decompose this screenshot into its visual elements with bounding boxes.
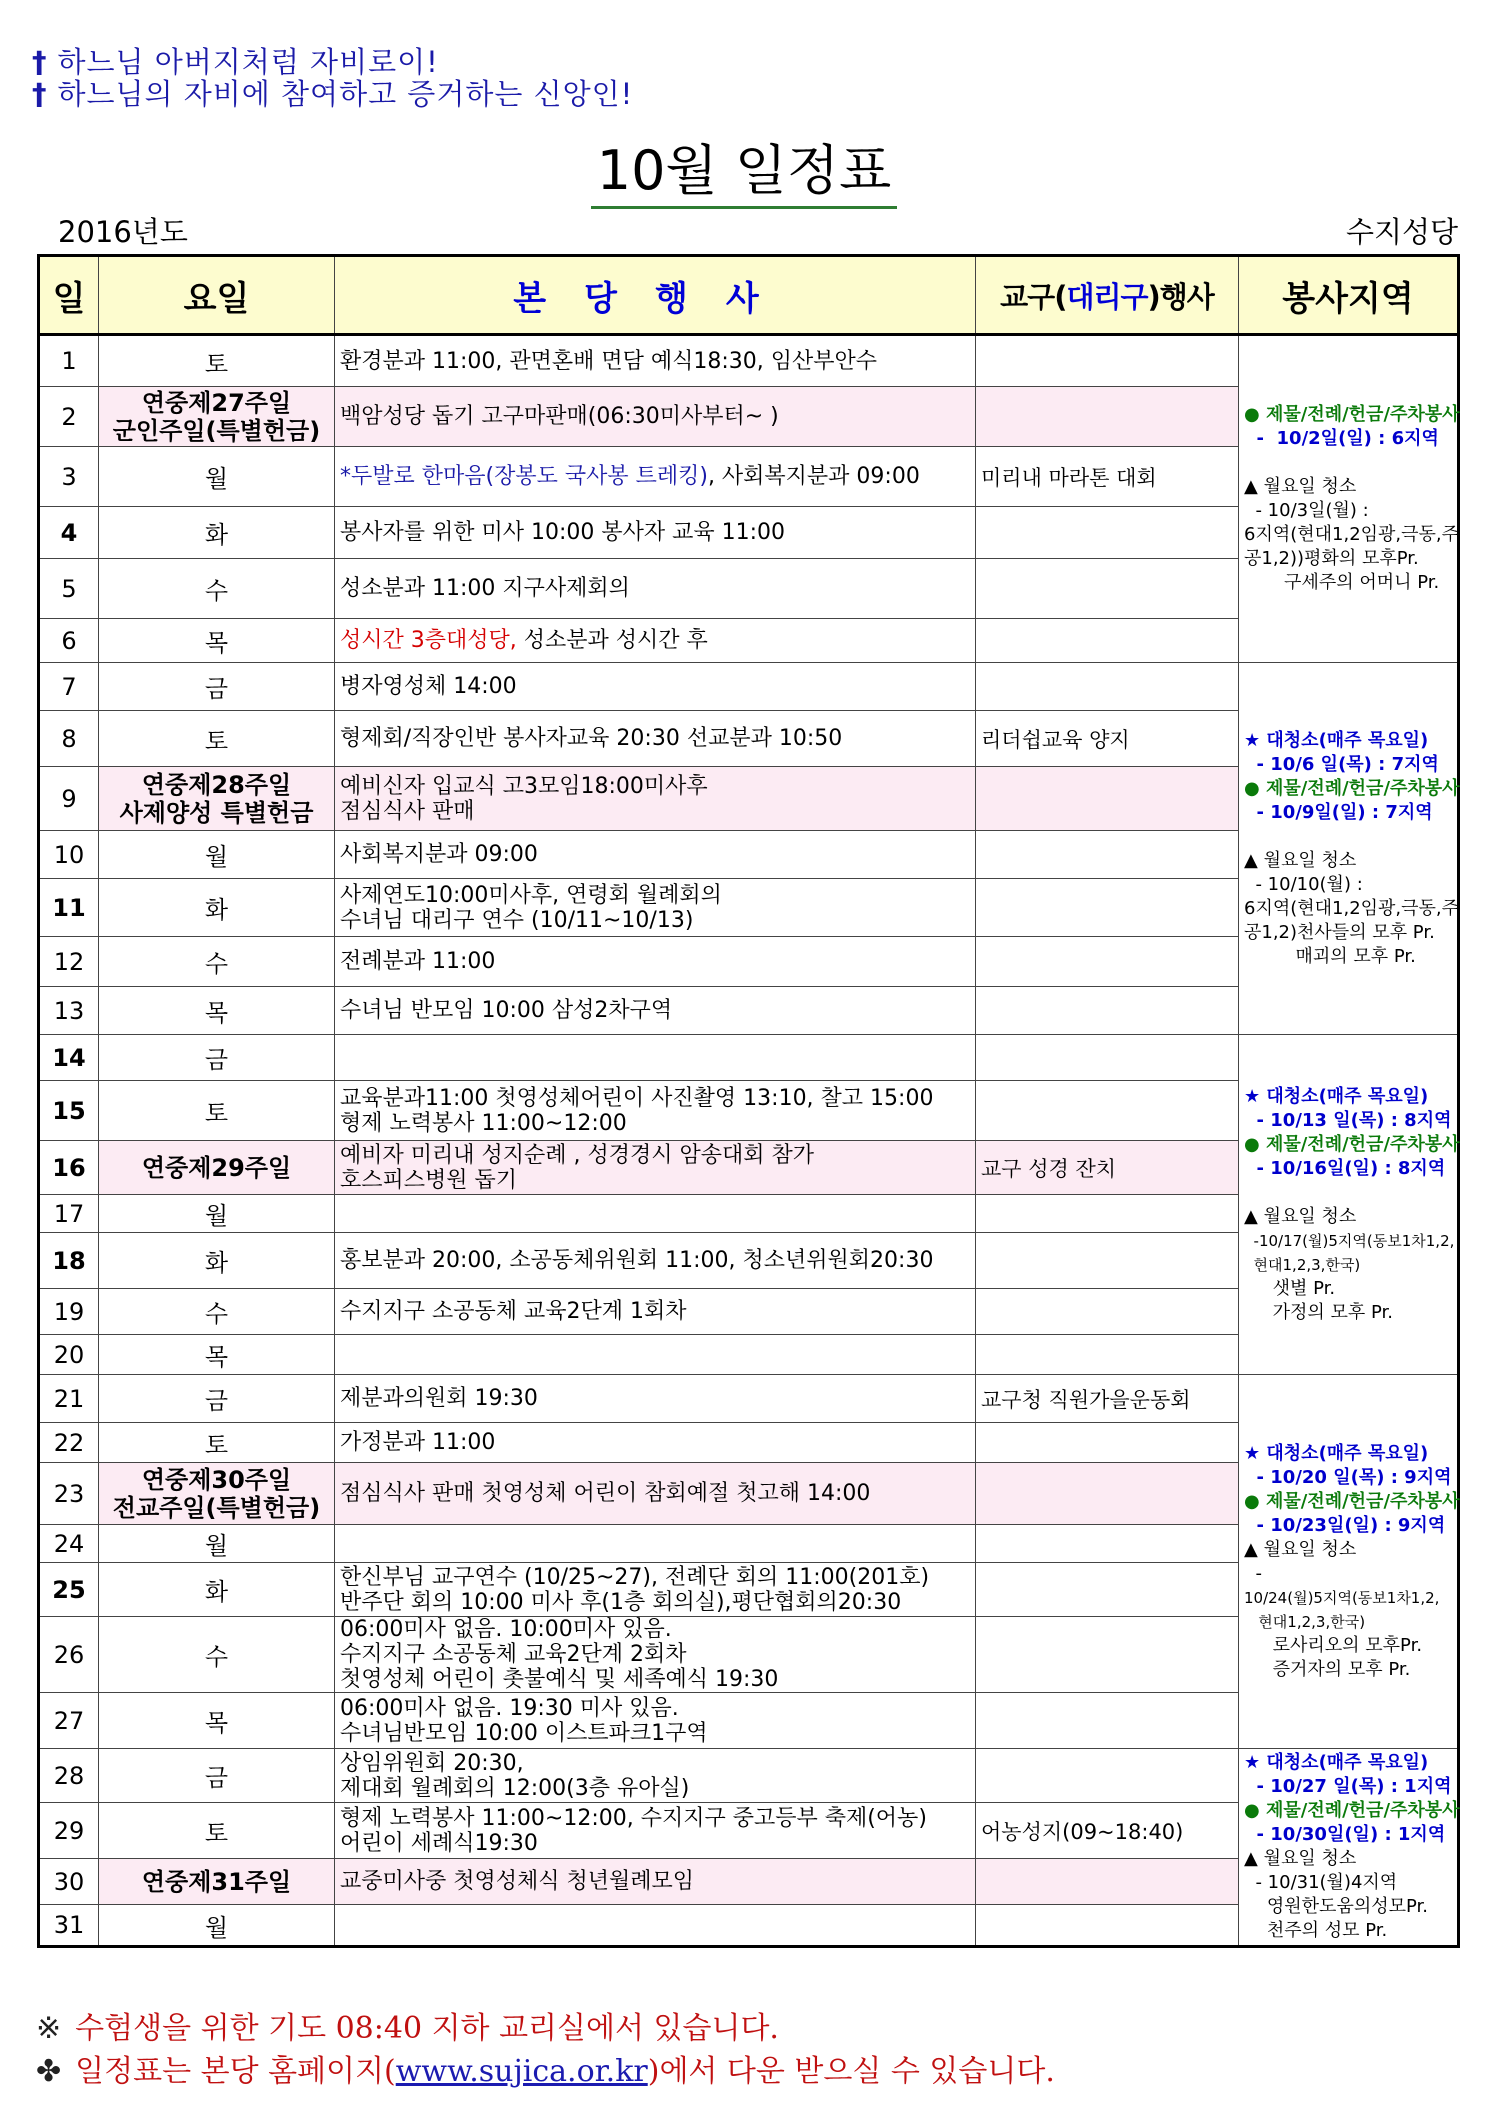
event-cell: 가정분과 11:00	[335, 1423, 976, 1463]
table-row	[39, 1375, 1459, 1423]
service-area-cell	[1239, 335, 1459, 663]
weekday-cell: 금	[99, 1749, 335, 1803]
service-line: 로사리오의 모후Pr.	[1244, 1634, 1423, 1656]
day-cell: 24	[39, 1525, 99, 1563]
day-cell: 10	[39, 831, 99, 879]
day-cell: 26	[39, 1617, 99, 1693]
event-cell: 06:00미사 없음. 19:30 미사 있음. 수녀님반모임 10:00 이스트파크1구역	[335, 1693, 976, 1749]
table-header-row	[39, 256, 1459, 335]
diocese-event-cell	[976, 1335, 1239, 1375]
service-line: ▲ 월요일 청소	[1244, 1205, 1357, 1227]
weekday-cell: 목	[99, 619, 335, 663]
event-cell	[335, 1525, 976, 1563]
weekday-cell: 연중제29주일	[99, 1141, 335, 1195]
weekday-cell: 연중제31주일	[99, 1859, 335, 1905]
weekday-cell: 토	[99, 1423, 335, 1463]
event-cell: 사제연도10:00미사후, 연령회 월례회의 수녀님 대리구 연수 (10/11~10/13)	[335, 879, 976, 937]
day-cell: 18	[39, 1233, 99, 1289]
day-cell: 17	[39, 1195, 99, 1233]
diocese-event-cell	[976, 1525, 1239, 1563]
weekday-cell: 목	[99, 1335, 335, 1375]
service-line: ● 제물/전례/헌금/주차봉사	[1244, 404, 1460, 425]
cross-icon: †	[32, 45, 48, 79]
service-area-cell	[1239, 663, 1459, 1035]
weekday-cell: 수	[99, 937, 335, 987]
event-cell: 교육분과11:00 첫영성체어린이 사진촬영 13:10, 찰고 15:00 형제 노력봉사 11:00~12:00	[335, 1081, 976, 1141]
service-line: 6지역(현대1,2임광,극동,주	[1244, 524, 1460, 545]
diocese-event-cell	[976, 1905, 1239, 1947]
diocese-event-cell	[976, 619, 1239, 663]
service-line: ★ 대청소(매주 목요일)	[1244, 729, 1429, 751]
diocese-event-cell	[976, 663, 1239, 711]
event-cell	[335, 1195, 976, 1233]
table-row	[39, 663, 1459, 711]
highlight-event-text: 성시간 3층대성당,	[340, 628, 517, 653]
day-cell: 8	[39, 711, 99, 767]
event-cell	[335, 1035, 976, 1081]
day-cell: 23	[39, 1463, 99, 1525]
day-cell: 29	[39, 1803, 99, 1859]
diocese-event-cell	[976, 1081, 1239, 1141]
event-text: 성소분과 성시간 후	[516, 628, 708, 653]
diocese-event-cell	[976, 1233, 1239, 1289]
weekday-cell: 토	[99, 711, 335, 767]
service-line: ▲ 월요일 청소	[1244, 1848, 1357, 1869]
service-line: 10/24(월)5지역(동보1차1,2,	[1244, 1588, 1440, 1607]
service-line: ● 제물/전례/헌금/주차봉사	[1244, 777, 1460, 799]
motto-line-2: † 하느님의 자비에 참여하고 증거하는 신앙인!	[32, 77, 634, 111]
service-line: - 10/23일(일) : 9지역	[1244, 1514, 1446, 1536]
service-line	[1244, 451, 1452, 475]
day-cell: 25	[39, 1563, 99, 1617]
diocese-event-cell	[976, 1035, 1239, 1081]
weekday-cell: 금	[99, 663, 335, 711]
col-service-header: 봉사지역	[1239, 256, 1459, 335]
service-line: - 10/6 일(목) : 7지역	[1244, 753, 1439, 775]
service-line: -	[1244, 1562, 1262, 1584]
day-cell: 7	[39, 663, 99, 711]
service-line: ★ 대청소(매주 목요일)	[1244, 1442, 1429, 1464]
service-line: 구세주의 어머니 Pr.	[1244, 572, 1440, 593]
page-title: 10월 일정표	[0, 128, 1488, 205]
diocese-event-cell	[976, 1563, 1239, 1617]
service-line: ▲ 월요일 청소	[1244, 849, 1357, 871]
event-cell: 성소분과 11:00 지구사제회의	[335, 559, 976, 619]
service-line: - 10/16일(일) : 8지역	[1244, 1157, 1446, 1179]
event-cell: 점심식사 판매 첫영성체 어린이 참회예절 첫고해 14:00	[335, 1463, 976, 1525]
service-line: - 10/10(월) :	[1244, 873, 1363, 895]
service-line: ● 제물/전례/헌금/주차봉사	[1244, 1133, 1460, 1155]
weekday-cell: 월	[99, 1195, 335, 1233]
day-cell: 5	[39, 559, 99, 619]
event-cell: 백암성당 돕기 고구마판매(06:30미사부터~ )	[335, 387, 976, 447]
weekday-cell: 수	[99, 1617, 335, 1693]
diocese-event-cell	[976, 1463, 1239, 1525]
diocese-event-cell	[976, 1859, 1239, 1905]
service-line: 공1,2)천사들의 모후 Pr.	[1244, 921, 1435, 943]
year-label: 2016년도	[58, 215, 188, 249]
weekday-cell: 토	[99, 1803, 335, 1859]
schedule-table	[37, 254, 1460, 1948]
service-line: - 10/13 일(목) : 8지역	[1244, 1109, 1452, 1131]
table-row	[39, 1035, 1459, 1081]
event-cell: 형제회/직장인반 봉사자교육 20:30 선교분과 10:50	[335, 711, 976, 767]
event-cell	[335, 1335, 976, 1375]
service-area-cell	[1239, 1749, 1459, 1947]
service-line: ★ 대청소(매주 목요일)	[1244, 1752, 1429, 1773]
event-cell: 형제 노력봉사 11:00~12:00, 수지지구 중고등부 축제(어농) 어린이 세례식19:30	[335, 1803, 976, 1859]
footer-note-homepage: ✤ 일정표는 본당 홈페이지(www.sujica.or.kr)에서 다운 받으실 수 있습니다.	[36, 2054, 1055, 2089]
weekday-cell: 화	[99, 507, 335, 559]
service-line: 6지역(현대1,2임광,극동,주	[1244, 897, 1460, 919]
service-line	[1244, 1181, 1452, 1205]
service-line: 증거자의 모후 Pr.	[1244, 1658, 1411, 1680]
diocese-event-cell: 미리내 마라톤 대회	[976, 447, 1239, 507]
event-cell: 예비신자 입교식 고3모임18:00미사후 점심식사 판매	[335, 767, 976, 831]
service-line: - 10/9일(일) : 7지역	[1244, 801, 1433, 823]
service-line: 샛별 Pr.	[1244, 1277, 1336, 1299]
event-cell: 병자영성체 14:00	[335, 663, 976, 711]
service-line: 가정의 모후 Pr.	[1244, 1301, 1393, 1323]
service-line: 현대1,2,3,한국)	[1244, 1612, 1366, 1631]
col-events-header: 본당행사	[335, 256, 976, 335]
service-line: ▲ 월요일 청소	[1244, 476, 1357, 497]
table-row	[39, 1749, 1459, 1803]
day-cell: 15	[39, 1081, 99, 1141]
diocese-event-cell	[976, 879, 1239, 937]
diocese-event-cell	[976, 1289, 1239, 1335]
service-line: - 10/27 일(목) : 1지역	[1244, 1776, 1452, 1797]
diocese-event-cell	[976, 387, 1239, 447]
service-line: ● 제물/전례/헌금/주차봉사	[1244, 1800, 1460, 1821]
diocese-event-cell	[976, 1423, 1239, 1463]
weekday-cell: 월	[99, 1905, 335, 1947]
service-line: - 10/2일(일) : 6지역	[1244, 428, 1439, 449]
service-line: 매괴의 모후 Pr.	[1244, 945, 1416, 967]
diocese-event-cell	[976, 1195, 1239, 1233]
day-cell: 22	[39, 1423, 99, 1463]
weekday-cell: 월	[99, 1525, 335, 1563]
weekday-cell: 수	[99, 559, 335, 619]
event-cell: 홍보분과 20:00, 소공동체위원회 11:00, 청소년위원회20:30	[335, 1233, 976, 1289]
special-event-text: *두발로 한마음(장봉도 국사봉 트레킹)	[340, 464, 708, 489]
weekday-cell: 월	[99, 831, 335, 879]
motto-line-1: † 하느님 아버지처럼 자비로이!	[32, 45, 439, 79]
weekday-cell: 금	[99, 1035, 335, 1081]
diocese-event-cell: 어농성지(09~18:40)	[976, 1803, 1239, 1859]
event-cell: 환경분과 11:00, 관면혼배 면담 예식18:30, 임산부안수	[335, 335, 976, 387]
service-line: 공1,2))평화의 모후Pr.	[1244, 548, 1419, 569]
diocese-event-cell: 교구청 직원가을운동회	[976, 1375, 1239, 1423]
weekday-cell: 토	[99, 335, 335, 387]
diocese-event-cell: 교구 성경 잔치	[976, 1141, 1239, 1195]
service-line: - 10/31(월)4지역	[1244, 1872, 1398, 1893]
event-cell: 06:00미사 없음. 10:00미사 있음. 수지지구 소공동체 교육2단계 2회차 첫영성체 어린이 촛불예식 및 세족예식 19:30	[335, 1617, 976, 1693]
event-cell: 수녀님 반모임 10:00 삼성2차구역	[335, 987, 976, 1035]
diocese-event-cell	[976, 1693, 1239, 1749]
event-cell: 사회복지분과 09:00	[335, 831, 976, 879]
weekday-cell: 월	[99, 447, 335, 507]
service-line	[1244, 825, 1452, 849]
weekday-cell: 토	[99, 1081, 335, 1141]
event-cell: 제분과의원회 19:30	[335, 1375, 976, 1423]
weekday-cell: 연중제30주일 전교주일(특별헌금)	[99, 1463, 335, 1525]
event-cell	[335, 619, 976, 663]
service-line: ★ 대청소(매주 목요일)	[1244, 1085, 1429, 1107]
event-cell	[335, 1905, 976, 1947]
day-cell: 20	[39, 1335, 99, 1375]
col-diocese-header: 교구(대리구)행사	[976, 256, 1239, 335]
diocese-event-cell	[976, 507, 1239, 559]
weekday-cell: 화	[99, 1233, 335, 1289]
weekday-cell: 연중제27주일 군인주일(특별헌금)	[99, 387, 335, 447]
day-cell: 12	[39, 937, 99, 987]
event-cell: 상임위원회 20:30, 제대회 월례회의 12:00(3층 유아실)	[335, 1749, 976, 1803]
weekday-cell: 연중제28주일 사제양성 특별헌금	[99, 767, 335, 831]
day-cell: 16	[39, 1141, 99, 1195]
diocese-event-cell	[976, 987, 1239, 1035]
day-cell: 14	[39, 1035, 99, 1081]
event-cell: 수지지구 소공동체 교육2단계 1회차	[335, 1289, 976, 1335]
diocese-event-cell	[976, 1749, 1239, 1803]
event-text: , 사회복지분과 09:00	[707, 464, 920, 489]
col-weekday-header: 요일	[99, 256, 335, 335]
weekday-cell: 금	[99, 1375, 335, 1423]
weekday-cell: 수	[99, 1289, 335, 1335]
event-cell: 전례분과 11:00	[335, 937, 976, 987]
diocese-event-cell	[976, 937, 1239, 987]
weekday-cell: 목	[99, 987, 335, 1035]
diocese-event-cell: 리더쉽교육 양지	[976, 711, 1239, 767]
day-cell: 1	[39, 335, 99, 387]
day-cell: 27	[39, 1693, 99, 1749]
weekday-cell: 화	[99, 879, 335, 937]
event-cell: 예비자 미리내 성지순례 , 성경경시 암송대회 참가 호스피스병원 돕기	[335, 1141, 976, 1195]
day-cell: 9	[39, 767, 99, 831]
day-cell: 4	[39, 507, 99, 559]
day-cell: 28	[39, 1749, 99, 1803]
homepage-link[interactable]: www.sujica.or.kr	[395, 2054, 648, 2089]
parish-name: 수지성당	[1345, 215, 1458, 249]
diocese-event-cell	[976, 767, 1239, 831]
service-line: ▲ 월요일 청소	[1244, 1538, 1357, 1560]
day-cell: 21	[39, 1375, 99, 1423]
service-line: -10/17(월)5지역(동보1차1,2,	[1244, 1231, 1455, 1250]
reference-mark-icon: ※	[36, 2011, 62, 2046]
table-row	[39, 335, 1459, 387]
cross-icon: †	[32, 77, 48, 111]
service-line: 천주의 성모 Pr.	[1244, 1920, 1388, 1941]
diocese-event-cell	[976, 335, 1239, 387]
event-cell: 봉사자를 위한 미사 10:00 봉사자 교육 11:00	[335, 507, 976, 559]
service-line: - 10/30일(일) : 1지역	[1244, 1824, 1446, 1845]
service-line: ● 제물/전례/헌금/주차봉사	[1244, 1490, 1460, 1512]
weekday-cell: 화	[99, 1563, 335, 1617]
day-cell: 31	[39, 1905, 99, 1947]
service-line: - 10/3일(월) :	[1244, 500, 1369, 521]
service-line: 현대1,2,3,한국)	[1244, 1255, 1361, 1274]
day-cell: 11	[39, 879, 99, 937]
day-cell: 3	[39, 447, 99, 507]
event-cell: 한신부님 교구연수 (10/25~27), 전례단 회의 11:00(201호) 반주단 회의 10:00 미사 후(1층 회의실),평단협회의20:30	[335, 1563, 976, 1617]
footer-note-exam: ※ 수험생을 위한 기도 08:40 지하 교리실에서 있습니다.	[36, 2011, 779, 2046]
service-area-cell	[1239, 1375, 1459, 1749]
service-area-cell	[1239, 1035, 1459, 1375]
day-cell: 13	[39, 987, 99, 1035]
service-line: 영원한도움의성모Pr.	[1244, 1896, 1428, 1917]
flower-bullet-icon: ✤	[36, 2054, 62, 2089]
day-cell: 6	[39, 619, 99, 663]
service-line: - 10/20 일(목) : 9지역	[1244, 1466, 1452, 1488]
weekday-cell: 목	[99, 1693, 335, 1749]
diocese-event-cell	[976, 831, 1239, 879]
col-day-header: 일	[39, 256, 99, 335]
day-cell: 30	[39, 1859, 99, 1905]
event-cell	[335, 447, 976, 507]
diocese-event-cell	[976, 1617, 1239, 1693]
diocese-event-cell	[976, 559, 1239, 619]
day-cell: 2	[39, 387, 99, 447]
event-cell: 교중미사중 첫영성체식 청년월례모임	[335, 1859, 976, 1905]
day-cell: 19	[39, 1289, 99, 1335]
